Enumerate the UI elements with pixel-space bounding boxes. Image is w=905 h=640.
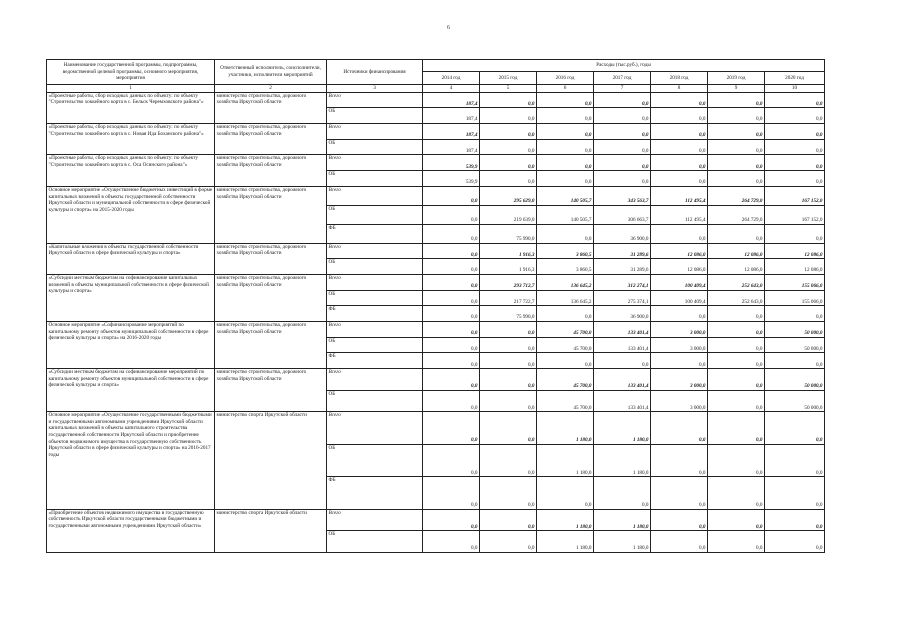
expense-value: 0,0	[480, 412, 537, 445]
expense-value: 12 086,0	[765, 259, 825, 275]
expense-value: 539,9	[423, 171, 480, 187]
expense-value: 264 729,0	[708, 186, 765, 205]
expense-value: 50 000,0	[765, 337, 825, 353]
expense-value: 100 409,4	[651, 290, 708, 306]
expense-value: 0,0	[708, 322, 765, 338]
expense-value: 0,0	[423, 274, 480, 290]
expense-value: 100 409,4	[651, 274, 708, 290]
expense-value: 140 505,7	[537, 186, 594, 205]
funding-source: Всего	[327, 155, 423, 171]
expense-value: 0,0	[765, 171, 825, 187]
expense-value: 0,0	[651, 108, 708, 124]
activity-executor: министерство строительства, дорожного хозяйства Иркутской области	[215, 92, 327, 123]
activity-name: «Субсидии местным бюджетам на софинансирование капитальных вложений в объекты муниципальной собственности в сфере физической культуры и спорта»	[47, 274, 215, 321]
expense-value: 50 000,0	[765, 322, 825, 338]
activity-name: Основное мероприятие «Осуществление государственными бюджетными и государственными автономными учреждениями Иркутской области капитальных вложений в объекты капитального строительства государственной собственности Иркутской области и приобретение объектов недвижимого имущества в государственную собственность Иркутской области в сфере физической культуры и спорта» на 2016-2017 годы	[47, 412, 215, 510]
funding-source: ОБ	[327, 290, 423, 306]
expense-value: 0,0	[480, 139, 537, 155]
expense-value: 0,0	[651, 353, 708, 369]
expense-value: 0,0	[594, 92, 651, 108]
expense-value: 0,0	[651, 477, 708, 510]
funding-source: Всего	[327, 509, 423, 531]
expense-value: 45 700,0	[537, 390, 594, 412]
expense-value: 0,0	[480, 353, 537, 369]
expense-value: 219 639,0	[480, 205, 537, 224]
expense-value: 0,0	[708, 92, 765, 108]
funding-source: Всего	[327, 322, 423, 338]
expense-value: 0,0	[765, 509, 825, 531]
expense-value: 0,0	[537, 92, 594, 108]
expense-value: 0,0	[708, 390, 765, 412]
expense-value: 36 900,0	[594, 306, 651, 322]
expense-value: 0,0	[423, 444, 480, 477]
expense-value: 0,0	[765, 531, 825, 553]
expense-value: 3 860,5	[537, 259, 594, 275]
expense-value: 0,0	[423, 306, 480, 322]
expense-value: 140 505,7	[537, 205, 594, 224]
funding-source: ОБ	[327, 259, 423, 275]
header-executor: Ответственный исполнитель, соисполнители, участники, исполнители мероприятий	[215, 60, 327, 85]
expense-value: 187,4	[423, 108, 480, 124]
expense-value: 0,0	[480, 171, 537, 187]
expense-value: 0,0	[594, 477, 651, 510]
expense-value: 3 000,0	[651, 322, 708, 338]
expense-value: 12 086,0	[651, 259, 708, 275]
expense-value: 0,0	[651, 412, 708, 445]
expense-value: 0,0	[765, 444, 825, 477]
expense-value: 1 180,0	[594, 412, 651, 445]
expense-value: 167 152,0	[765, 186, 825, 205]
expense-value: 0,0	[708, 477, 765, 510]
expense-value: 0,0	[708, 224, 765, 243]
expense-value: 0,0	[708, 337, 765, 353]
activity-name: Основное мероприятие «Софинансирование мероприятий по капитальному ремонту объектов муниципальной собственности в сфере физической культуры и спорта» на 2016-2020 годы	[47, 322, 215, 369]
expense-value: 112 495,4	[651, 205, 708, 224]
table-row	[47, 322, 825, 338]
activity-name: «Приобретение объектов недвижимого имущества в государственную собственность Иркутской области государственными бюджетными и государственными автономными учреждениями Иркутской области»	[47, 509, 215, 552]
activity-executor: министерство строительства, дорожного хозяйства Иркутской области	[215, 274, 327, 321]
funding-source: ОБ	[327, 444, 423, 477]
expense-value: 0,0	[651, 444, 708, 477]
column-index: 4	[423, 85, 480, 93]
funding-source: ФБ	[327, 477, 423, 510]
expense-value: 133 401,4	[594, 322, 651, 338]
expense-value: 1 916,3	[480, 259, 537, 275]
expense-value: 0,0	[423, 337, 480, 353]
expense-value: 0,0	[537, 477, 594, 510]
table-row	[47, 155, 825, 171]
expense-value: 1 180,0	[594, 531, 651, 553]
expense-value: 1 916,3	[480, 243, 537, 259]
expense-value: 1 180,0	[537, 509, 594, 531]
funding-source: ОБ	[327, 390, 423, 412]
expense-value: 0,0	[537, 171, 594, 187]
activity-name: «Проектные работы, сбор исходных данных по объекту: по объекту "Строительство хоккейного корта в с. Новая Ида Боханского района"»	[47, 124, 215, 155]
expense-value: 50 000,0	[765, 369, 825, 391]
expense-value: 187,4	[423, 139, 480, 155]
expense-value: 0,0	[765, 353, 825, 369]
column-index: 2	[215, 85, 327, 93]
expense-value: 217 722,7	[480, 290, 537, 306]
header-year: 2015 год	[480, 72, 537, 85]
expense-value: 0,0	[480, 108, 537, 124]
funding-source: Всего	[327, 412, 423, 445]
expense-value: 0,0	[537, 108, 594, 124]
expense-value: 187,4	[423, 92, 480, 108]
trailing-mark: .	[824, 544, 826, 550]
expense-value: 0,0	[537, 306, 594, 322]
expense-value: 0,0	[708, 171, 765, 187]
expense-value: 0,0	[708, 531, 765, 553]
expense-value: 3 000,0	[651, 390, 708, 412]
expense-value: 295 629,0	[480, 186, 537, 205]
expense-value: 0,0	[480, 155, 537, 171]
expense-value: 264 729,0	[708, 205, 765, 224]
activity-executor: министерство спорта Иркутской области	[215, 509, 327, 552]
activity-executor: министерство строительства, дорожного хозяйства Иркутской области	[215, 369, 327, 412]
expense-value: 1 180,0	[537, 444, 594, 477]
expense-value: 0,0	[765, 124, 825, 140]
expense-value: 0,0	[594, 171, 651, 187]
expense-value: 0,0	[708, 306, 765, 322]
expense-value: 0,0	[537, 139, 594, 155]
table-row	[47, 274, 825, 290]
funding-source: Всего	[327, 274, 423, 290]
funding-source: ОБ	[327, 108, 423, 124]
expense-value: 3 000,0	[651, 369, 708, 391]
activity-name: «Проектные работы, сбор исходных данных по объекту: по объекту "Строительство хоккейного корта в с. Бельск Черемховского района"»	[47, 92, 215, 123]
expense-value: 45 700,0	[537, 337, 594, 353]
expense-value: 0,0	[765, 139, 825, 155]
expense-value: 0,0	[651, 124, 708, 140]
activity-name: «Капитальные вложения в объекты государственной собственности Иркутской области в сфере физической культуры и спорта»	[47, 243, 215, 274]
expense-value: 0,0	[423, 531, 480, 553]
expense-value: 0,0	[480, 477, 537, 510]
expense-value: 0,0	[708, 353, 765, 369]
activity-executor: министерство спорта Иркутской области	[215, 412, 327, 510]
expense-value: 12 086,0	[708, 259, 765, 275]
expense-value: 0,0	[423, 243, 480, 259]
expense-value: 0,0	[594, 108, 651, 124]
expense-value: 136 645,2	[537, 274, 594, 290]
expense-value: 0,0	[651, 155, 708, 171]
funding-source: Всего	[327, 124, 423, 140]
expense-value: 252 643,0	[708, 274, 765, 290]
expense-value: 0,0	[708, 155, 765, 171]
expense-value: 0,0	[594, 124, 651, 140]
expense-value: 312 274,1	[594, 274, 651, 290]
expense-value: 252 643,0	[708, 290, 765, 306]
funding-source: Всего	[327, 92, 423, 108]
expense-value: 0,0	[765, 108, 825, 124]
column-index: 7	[594, 85, 651, 93]
table-row	[47, 412, 825, 445]
expense-value: 31 289,6	[594, 243, 651, 259]
expense-value: 50 000,0	[765, 390, 825, 412]
header-year: 2017 год	[594, 72, 651, 85]
expense-value: 0,0	[423, 477, 480, 510]
expense-value: 0,0	[594, 139, 651, 155]
expense-value: 343 563,7	[594, 186, 651, 205]
expense-value: 0,0	[765, 477, 825, 510]
expense-value: 0,0	[594, 155, 651, 171]
expense-value: 1 180,0	[594, 509, 651, 531]
expense-value: 275 374,1	[594, 290, 651, 306]
column-index: 8	[651, 85, 708, 93]
column-index: 5	[480, 85, 537, 93]
header-year: 2020 год	[765, 72, 825, 85]
expense-value: 0,0	[651, 306, 708, 322]
column-index: 1	[47, 85, 215, 93]
expense-value: 0,0	[480, 531, 537, 553]
funding-source: Всего	[327, 369, 423, 391]
expense-value: 0,0	[765, 92, 825, 108]
expense-value: 0,0	[423, 259, 480, 275]
expense-value: 0,0	[708, 444, 765, 477]
expense-value: 112 495,4	[651, 186, 708, 205]
expense-value: 0,0	[537, 124, 594, 140]
funding-source: ОБ	[327, 171, 423, 187]
expense-value: 36 900,0	[594, 224, 651, 243]
expense-value: 0,0	[708, 412, 765, 445]
column-index: 9	[708, 85, 765, 93]
expense-value: 0,0	[708, 124, 765, 140]
activity-name: «Субсидии местным бюджетам на софинансирование мероприятий по капитальному ремонту объектов муниципальной собственности в сфере физической культуры и спорта»	[47, 369, 215, 412]
expense-value: 12 086,0	[651, 243, 708, 259]
expense-value: 0,0	[651, 224, 708, 243]
expense-value: 0,0	[423, 353, 480, 369]
expense-value: 539,9	[423, 155, 480, 171]
column-index: 6	[537, 85, 594, 93]
expense-value: 31 289,6	[594, 259, 651, 275]
expense-value: 167 152,0	[765, 205, 825, 224]
expense-value: 0,0	[423, 412, 480, 445]
table-row	[47, 509, 825, 531]
expense-value: 0,0	[480, 369, 537, 391]
expense-value: 0,0	[765, 306, 825, 322]
expense-value: 0,0	[423, 390, 480, 412]
expense-value: 0,0	[480, 124, 537, 140]
expense-value: 0,0	[480, 509, 537, 531]
header-year: 2016 год	[537, 72, 594, 85]
funding-source: ОБ	[327, 139, 423, 155]
expense-value: 0,0	[765, 412, 825, 445]
expense-value: 0,0	[651, 171, 708, 187]
expense-value: 0,0	[708, 139, 765, 155]
expense-value: 0,0	[423, 509, 480, 531]
activity-executor: министерство строительства, дорожного хозяйства Иркутской области	[215, 322, 327, 369]
expense-value: 0,0	[423, 186, 480, 205]
activity-executor: министерство строительства, дорожного хозяйства Иркутской области	[215, 243, 327, 274]
expense-value: 133 401,4	[594, 337, 651, 353]
expense-value: 0,0	[423, 290, 480, 306]
header-year: 2018 год	[651, 72, 708, 85]
expense-value: 0,0	[480, 444, 537, 477]
expense-value: 187,4	[423, 124, 480, 140]
activity-executor: министерство строительства, дорожного хозяйства Иркутской области	[215, 155, 327, 186]
header-name: Наименование государственной программы, подпрограммы, ведомственной целевой программы, основного мероприятия, мероприятия	[47, 60, 215, 85]
funding-source: ФБ	[327, 224, 423, 243]
expense-value: 45 700,0	[537, 369, 594, 391]
table-row	[47, 92, 825, 108]
expense-value: 0,0	[651, 509, 708, 531]
expense-value: 0,0	[765, 155, 825, 171]
expense-value: 0,0	[708, 509, 765, 531]
funding-source: ОБ	[327, 205, 423, 224]
expense-value: 3 000,0	[651, 337, 708, 353]
expense-value: 293 712,7	[480, 274, 537, 290]
funding-source: Всего	[327, 186, 423, 205]
expense-value: 1 180,0	[594, 444, 651, 477]
column-index: 3	[327, 85, 423, 93]
funding-source: ФБ	[327, 306, 423, 322]
expense-value: 1 180,0	[537, 412, 594, 445]
expense-value: 45 700,0	[537, 322, 594, 338]
header-year: 2014 год	[423, 72, 480, 85]
expense-value: 0,0	[537, 224, 594, 243]
expense-value: 0,0	[480, 390, 537, 412]
page-number: 6	[447, 25, 450, 31]
expense-value: 1 180,0	[537, 531, 594, 553]
expense-value: 0,0	[708, 108, 765, 124]
expense-value: 0,0	[651, 92, 708, 108]
funding-source: ОБ	[327, 531, 423, 553]
expense-value: 0,0	[765, 224, 825, 243]
budget-table	[46, 59, 825, 553]
expense-value: 306 663,7	[594, 205, 651, 224]
expense-value: 155 066,0	[765, 290, 825, 306]
expense-value: 75 990,0	[480, 306, 537, 322]
column-index: 10	[765, 85, 825, 93]
expense-value: 0,0	[480, 92, 537, 108]
expense-value: 0,0	[708, 369, 765, 391]
expense-value: 0,0	[480, 322, 537, 338]
expense-value: 0,0	[423, 205, 480, 224]
activity-executor: министерство строительства, дорожного хозяйства Иркутской области	[215, 186, 327, 243]
expense-value: 75 990,0	[480, 224, 537, 243]
expense-value: 0,0	[423, 322, 480, 338]
expense-value: 155 066,0	[765, 274, 825, 290]
expense-value: 12 086,0	[708, 243, 765, 259]
table-row	[47, 243, 825, 259]
expense-value: 136 645,2	[537, 290, 594, 306]
expense-value: 0,0	[651, 139, 708, 155]
table-row	[47, 369, 825, 391]
expense-value: 0,0	[480, 337, 537, 353]
funding-source: Всего	[327, 243, 423, 259]
header-year: 2019 год	[708, 72, 765, 85]
expense-value: 0,0	[537, 155, 594, 171]
funding-source: ФБ	[327, 353, 423, 369]
expense-value: 0,0	[594, 353, 651, 369]
expense-value: 133 401,4	[594, 369, 651, 391]
expense-value: 3 860,5	[537, 243, 594, 259]
expense-value: 0,0	[537, 353, 594, 369]
expense-value: 0,0	[423, 369, 480, 391]
activity-executor: министерство строительства, дорожного хозяйства Иркутской области	[215, 124, 327, 155]
funding-source: ОБ	[327, 337, 423, 353]
table-row	[47, 124, 825, 140]
expense-value: 133 401,4	[594, 390, 651, 412]
header-expenses: Расходы (тыс.руб.), годы	[423, 60, 825, 72]
expense-value: 12 086,0	[765, 243, 825, 259]
activity-name: Основное мероприятие «Осуществление бюджетных инвестиций в форме капитальных вложений в объекты государственной собственности Иркутской области и муниципальной собственности в сфере физической культуры и спорта» на 2015-2020 годы	[47, 186, 215, 243]
activity-name: «Проектные работы, сбор исходных данных по объекту: по объекту "Строительство хоккейного корта в с. Оса Осинского района"»	[47, 155, 215, 186]
expense-value: 0,0	[423, 224, 480, 243]
header-source: Источники финансирования	[327, 60, 423, 85]
table-row	[47, 186, 825, 205]
expense-value: 0,0	[651, 531, 708, 553]
